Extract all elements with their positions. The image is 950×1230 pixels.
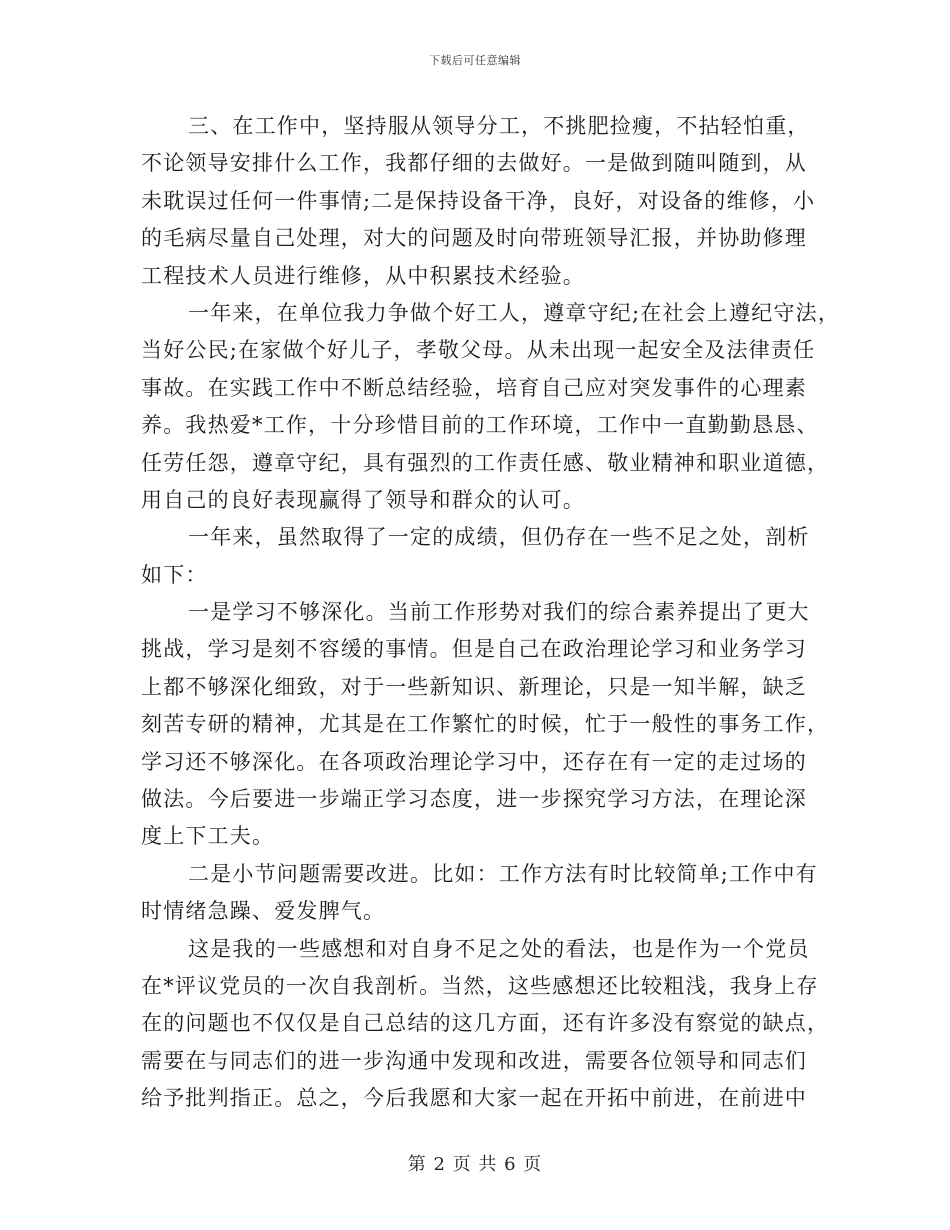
text-line: 一年来，虽然取得了一定的成绩，但仍存在一些不足之处，剖析	[188, 525, 810, 550]
text-line: 事故。在实践工作中不断总结经验，培育自己应对突发事件的心理素	[141, 375, 807, 400]
text-line: 不论领导安排什么工作，我都仔细的去做好。一是做到随叫随到，从	[141, 151, 807, 176]
text-line: 任劳任怨，遵章守纪，具有强烈的工作责任感、敬业精神和职业道德，	[141, 450, 830, 475]
text-line: 学习还不够深化。在各项政治理论学习中，还存在有一定的走过场的	[141, 749, 807, 774]
text-line: 做法。今后要进一步端正学习态度，进一步探究学习方法，在理论深	[141, 787, 807, 812]
text-line: 当好公民;在家做个好儿子，孝敬父母。从未出现一起安全及法律责任	[141, 338, 816, 363]
text-line: 二是小节问题需要改进。比如：工作方法有时比较简单;工作中有	[188, 861, 818, 886]
text-line: 三、在工作中，坚持服从领导分工，不挑肥捡瘦，不拈轻怕重，	[188, 114, 810, 138]
text-line: 给予批判指正。总之，今后我愿和大家一起在开拓中前进，在前进中	[141, 1086, 807, 1111]
text-line: 在*评议党员的一次自我剖析。当然，这些感想还比较粗浅，我身上存	[141, 973, 819, 998]
text-line: 上都不够深化细致，对于一些新知识、新理论，只是一知半解，缺乏	[141, 674, 807, 699]
text-line: 养。我热爱*工作，十分珍惜目前的工作环境，工作中一直勤勤恳恳、	[141, 413, 819, 438]
text-line: 刻苦专研的精神，尤其是在工作繁忙的时候，忙于一般性的事务工作，	[141, 712, 830, 737]
text-line: 的毛病尽量自己处理，对大的问题及时向带班领导汇报，并协助修理	[141, 226, 807, 251]
text-line: 未耽误过任何一件事情;二是保持设备干净，良好，对设备的维修，小	[141, 188, 816, 213]
text-line: 一是学习不够深化。当前工作形势对我们的综合素养提出了更大	[188, 600, 810, 625]
text-line: 需要在与同志们的进一步沟通中发现和改进，需要各位领导和同志们	[141, 1048, 807, 1073]
text-line: 度上下工夫。	[141, 824, 275, 849]
text-line: 时情绪急躁、爱发脾气。	[141, 899, 386, 924]
text-line: 工程技术人员进行维修，从中积累技术经验。	[141, 263, 585, 288]
text-line: 如下：	[141, 562, 208, 587]
text-line: 挑战，学习是刻不容缓的事情。但是自己在政治理论学习和业务学习	[141, 637, 807, 662]
page-footer: 第 2 页 共 6 页	[407, 1154, 543, 1175]
text-line: 用自己的良好表现赢得了领导和群众的认可。	[141, 487, 585, 512]
page-header: 下载后可任意编辑	[429, 54, 521, 67]
text-line: 一年来，在单位我力争做个好工人，遵章守纪;在社会上遵纪守法，	[188, 300, 841, 325]
document-body	[141, 108, 841, 1118]
text-line: 这是我的一些感想和对自身不足之处的看法，也是作为一个党员	[188, 936, 810, 961]
text-line: 在的问题也不仅仅是自己总结的这几方面，还有许多没有察觉的缺点，	[141, 1011, 830, 1036]
